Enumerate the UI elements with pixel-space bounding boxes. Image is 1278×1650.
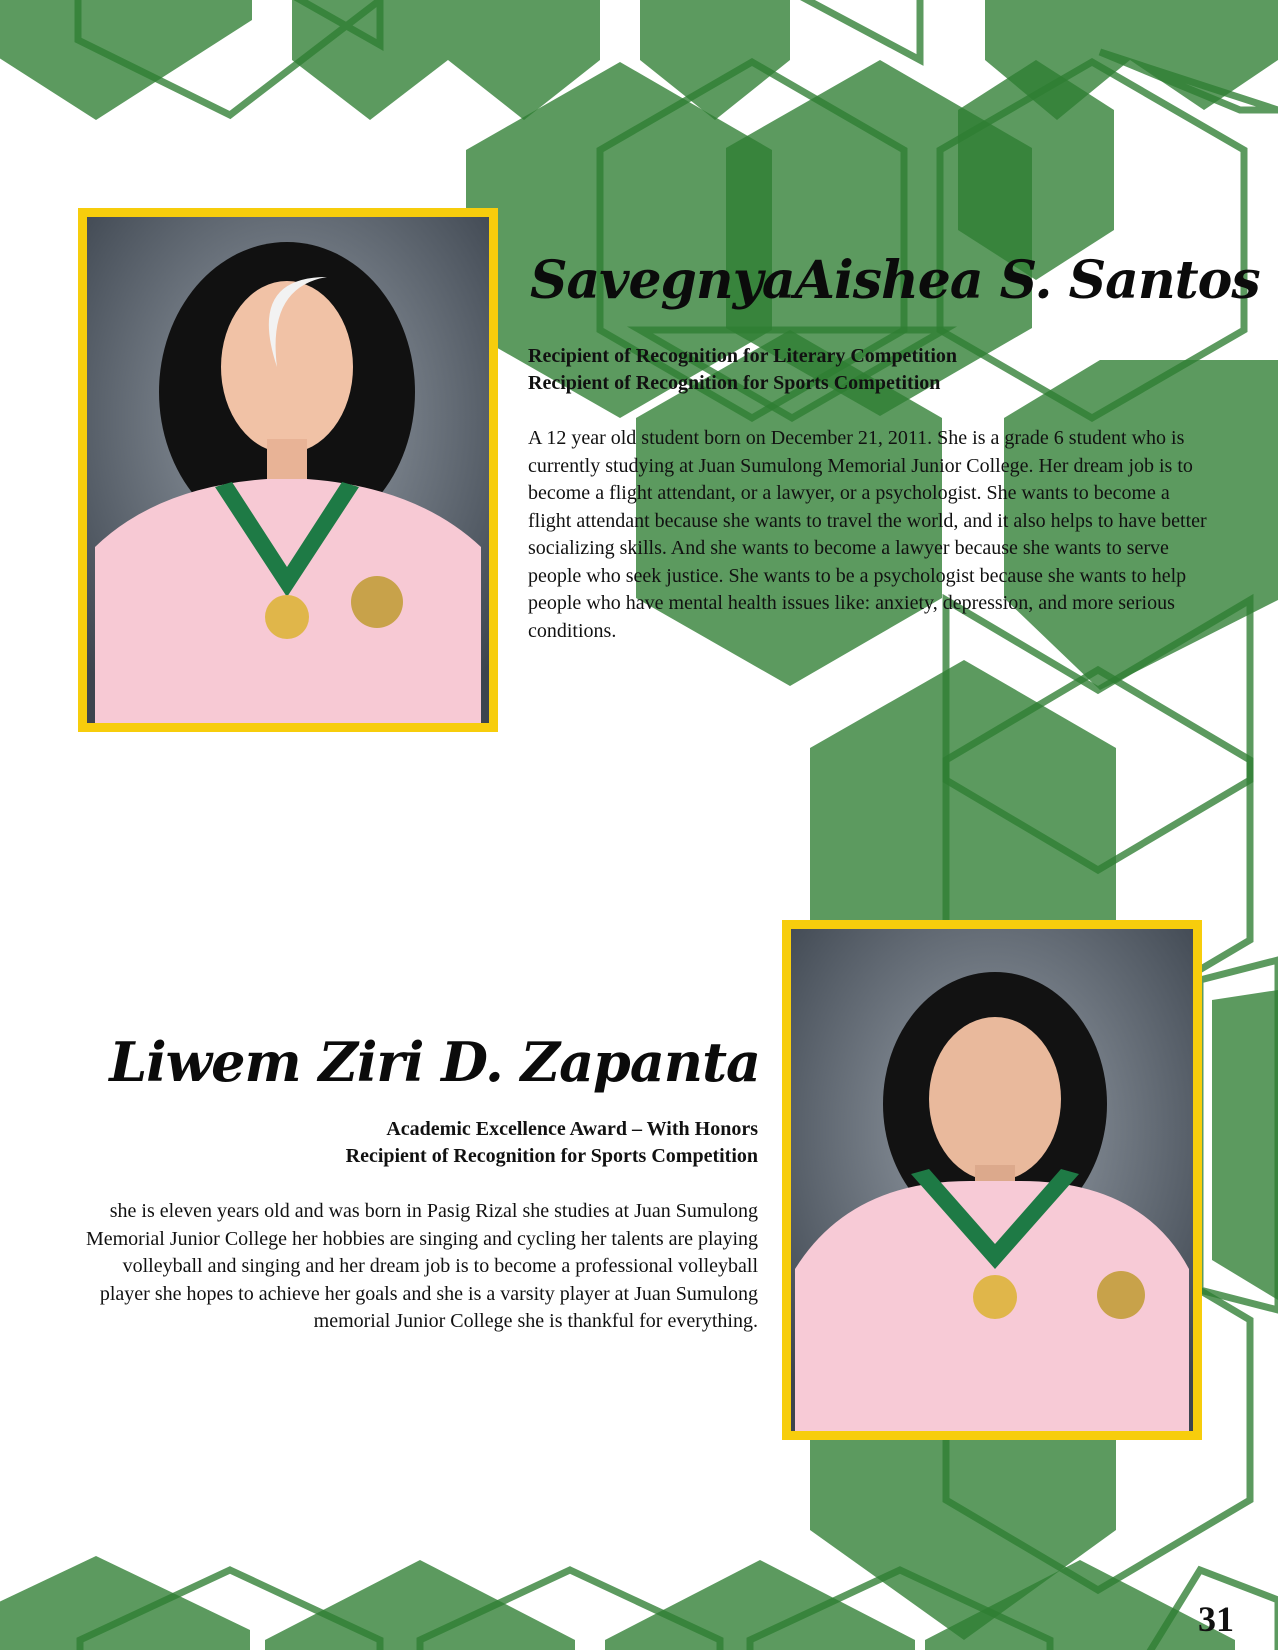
student-1-name: SavegnyaAishea S. Santos: [530, 250, 1260, 311]
student-1-awards: [528, 343, 957, 397]
student-1-bio: A 12 year old student born on December 21, 2011. She is a grade 6 student who is currently studying at Juan Sumulong Memorial Junior College. Her dream job is to become a flight attendant, or a lawyer, or a psychologist. She wants to become a flight attendant because she wants to travel the world, and it also helps to have better socializing skills. And she wants to become a lawyer because she wants to serve people who seek justice. She wants to be a psychologist because she wants to help people who have mental health issues like: anxiety, depression, and more serious conditions.: [528, 427, 1207, 642]
student-1-photo: [78, 208, 498, 732]
student-2-award-1: Academic Excellence Award – With Honors: [386, 1118, 758, 1140]
student-2-photo: [782, 920, 1202, 1440]
student-2-awards: [346, 1116, 758, 1170]
student-2-name: Liwem Ziri D. Zapanta: [109, 1030, 760, 1094]
student-2-award-2: Recipient of Recognition for Sports Competition: [345, 1145, 758, 1167]
student-1-award-2: Recipient of Recognition for Sports Competition: [528, 372, 941, 394]
page-number: 31: [1198, 1599, 1234, 1639]
student-2-bio: she is eleven years old and was born in Pasig Rizal she studies at Juan Sumulong Memorial Junior College her hobbies are singing and cycling her talents are playing volleyball and singing and her dream job is to become a professional volleyball player she hopes to achieve her goals and she is a varsity player at Juan Sumulong memorial Junior College she is thankful for everything.: [85, 1200, 758, 1332]
student-1-award-1: Recipient of Recognition for Literary Competition: [528, 345, 957, 367]
